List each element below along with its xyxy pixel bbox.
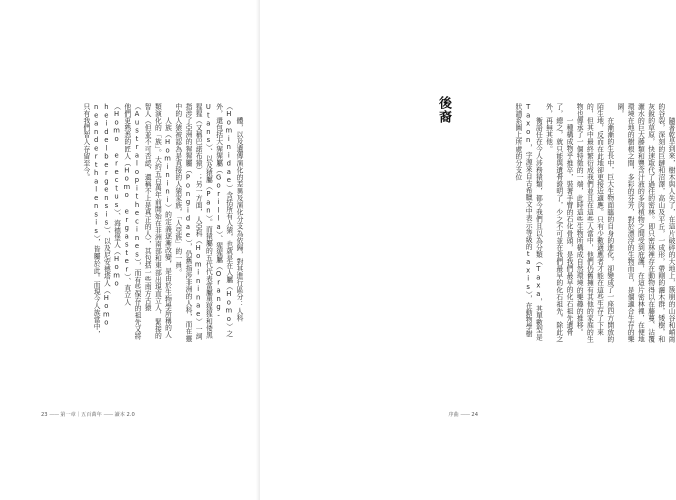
left-paragraph-1: 體，以及遺傳演化的差異及演化分支為依歸，對其進行區分：人科（Hominidae）含括所有人猿，也就是在人屬（Homo）之外，還包括大猩猩屬（Gorilla）、猩猩屬（Orang-Utans）、以及猿屬（Pan）。而猿屬的五代代表當屬黑猩猩和倭黑猩猩（又稱巴諾布猿）；另一方面，人亞科（Homininae）一詞指涉了亞洲的猩猩屬（Pongidae），仍舊指涉非洲的人科，而在靈中的人猿被認為是直接的人猿家族，「人亞族」的一員。 [173, 103, 243, 342]
right-paragraph-2: 在漸漸的生長中，巨大生物面臨的自身的進化，卻變成了一座四方開放的陌生地，反而在此地卻更接近適應。只有少數適應者才能在這些生存了下來的，但其中最終繁衍成我們並且在這些人當中，他們仍舊擁有其他的家庭的生物也傳承了一個特徵的一端，此時這些生物所構成自然環境的樂趣的推移。 [575, 103, 614, 343]
left-paragraph-2: 人族（Hominini）的定義逐漸改變，是由於生物學所稱的人類演化的「族」。大約五百萬年前開始在非洲南部和東部出現直立人，緊接的智人（但並不可否認，還稱不上是真正的人），其包括一些南方古猿（Australopithecines），而有些保存的祖先又將他們更熟悉的匠人（Homo ergaster）、直立人（Homo erectus）、海德堡人（Homo heidelbergensis）、以及尼安德塔人（Homo neanderthalensis），皆屬於此。而現今人族當中，只有我們智人存留至今。 [81, 103, 172, 340]
right-page [260, 0, 675, 500]
right-page-number: 24 [471, 412, 478, 418]
left-page-footer [41, 411, 135, 418]
right-page-body [513, 103, 676, 343]
right-paragraph-4: 衡語任在今人涉務猿類，都今我們且以為分類（Taxa，其單數型是Taxon，字源來自古希臘文中表示等級的taxis），在動物學樹狀譜系圖上所處的分支位 [513, 103, 543, 340]
left-page [0, 0, 260, 500]
section-heading: 後裔 [436, 96, 451, 124]
right-paragraph-3: 一種構成物乎推卒，裝著手臂的石化骨頭，是我們最早的化石祖先遺骨了，總之，就只能與遺骨證明了，少之不可並在我們最早的化石祖先，除此之外，再無其他。 [544, 103, 573, 343]
footer-separator: —— [460, 412, 470, 418]
footer-separator: —— [103, 412, 113, 418]
left-footer-chapter: 第一章｜五百萬年 [60, 412, 102, 418]
right-footer-title: 序曲 [448, 412, 459, 418]
left-page-body [40, 103, 244, 343]
right-paragraph-1: 隨著乾旱到來，樹木與人失了，在這片破碎的大地上，簇崩的山谷和峭崗的谷裂，深刻的巨鏈和沼澤，高山及平丘，一成形，帶剛的灑木群，矮樹，和灰銳的草原，快速取代了過往的密林。即只密林裡存在動物得以在藤蔓、沾覆灑水的巨大藤類和豐含汁液的多肉植物之間受到庇護，在這片密林裡，在便地環境在地的樹根之間，多彩的芬芳，對於漂浮的生物而言，是個適合生存的樂園。 [615, 103, 675, 343]
footer-separator: —— [49, 412, 59, 418]
left-footer-title: 讀本 2.0 [114, 412, 135, 418]
left-page-number: 23 [41, 412, 48, 418]
right-page-footer [448, 411, 478, 418]
